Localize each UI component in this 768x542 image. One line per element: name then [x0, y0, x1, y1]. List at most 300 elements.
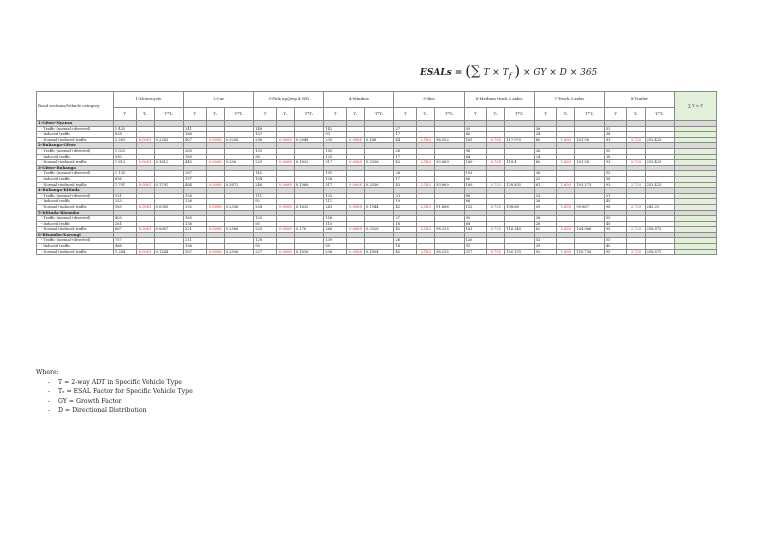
- count-cell: 45: [604, 199, 627, 205]
- esal-factor-cell: 1.693: [557, 137, 575, 143]
- count-cell: 26: [394, 148, 417, 154]
- row-label: - Induced traffic: [37, 221, 114, 227]
- where-item: - D = Directional Distribution: [48, 407, 147, 415]
- count-cell: 1 244: [113, 249, 136, 255]
- count-cell: 99: [254, 244, 277, 250]
- count-cell: 23: [394, 193, 417, 199]
- product-cell: 104.966: [575, 227, 604, 233]
- count-cell: 55: [604, 216, 627, 222]
- count-cell: 265: [184, 148, 207, 154]
- count-cell: 192: [324, 148, 347, 154]
- esal-factor-cell: 1.693: [557, 227, 575, 233]
- count-cell: 40: [604, 221, 627, 227]
- product-cell: 0.1612: [154, 160, 183, 166]
- product-cell: 0.2336: [224, 204, 253, 210]
- count-cell: 211: [184, 238, 207, 244]
- product-cell: 0.0585: [154, 204, 183, 210]
- esal-factor-cell: 0.0008: [206, 182, 224, 188]
- esal-factor-cell: 2.183: [417, 160, 435, 166]
- subheader-t-times-tf: T*Tₑ: [575, 108, 604, 121]
- esal-factor-cell: 0.0008: [346, 160, 364, 166]
- esal-factor-cell: 2.725: [627, 137, 645, 143]
- group-header-trailer: 8-Trailer: [604, 92, 674, 108]
- count-cell: 27: [394, 216, 417, 222]
- row-label: - Normal+induced traffic: [37, 249, 114, 255]
- subheader-tf: Tₑ: [136, 108, 154, 121]
- subheader-t-times-tf: T*Tₑ: [645, 108, 674, 121]
- count-cell: 68: [464, 221, 487, 227]
- count-cell: 66: [464, 199, 487, 205]
- count-cell: 25: [534, 176, 557, 182]
- product-cell: 0.3256: [224, 137, 253, 143]
- count-cell: 405: [113, 216, 136, 222]
- esal-table: [36, 91, 717, 255]
- where-item: - Tₑ = ESAL Factor for Specific Vehicle Type: [48, 388, 193, 396]
- count-cell: 656: [113, 176, 136, 182]
- count-cell: 185: [184, 216, 207, 222]
- product-cell: 0.1244: [154, 249, 183, 255]
- esal-factor-cell: 0.735: [487, 204, 505, 210]
- count-cell: 486: [113, 244, 136, 250]
- count-cell: 17: [394, 154, 417, 160]
- count-cell: 1 612: [113, 160, 136, 166]
- subheader-t: T: [184, 108, 207, 121]
- section-name: 1-Gitwe-Nyanza: [37, 121, 114, 127]
- product-cell: 91.686: [435, 204, 464, 210]
- esal-factor-cell: 0.0001: [136, 182, 154, 188]
- product-cell: 253.425: [645, 160, 674, 166]
- row-label: - Induced traffic: [37, 244, 114, 250]
- count-cell: 60: [534, 137, 557, 143]
- row-label: - Traffic (normal+diverted): [37, 238, 114, 244]
- count-cell: 238: [324, 249, 347, 255]
- product-cell: 0.0667: [154, 227, 183, 233]
- count-cell: 99: [324, 244, 347, 250]
- product-cell: 258.875: [645, 227, 674, 233]
- esal-factor-cell: 0.0001: [136, 137, 154, 143]
- count-cell: 243: [324, 204, 347, 210]
- count-cell: 93: [464, 126, 487, 132]
- subheader-t-times-tf: T*Tₑ: [294, 108, 323, 121]
- subheader-t: T: [604, 108, 627, 121]
- subheader-t: T: [394, 108, 417, 121]
- group-header-minibus: 4-Minibus: [324, 92, 394, 108]
- count-cell: 1 791: [113, 182, 136, 188]
- subheader-t: T: [254, 108, 277, 121]
- count-cell: 484: [184, 182, 207, 188]
- product-cell: 0.176: [294, 227, 323, 233]
- product-cell: 116.345: [505, 227, 534, 233]
- count-cell: 1 135: [113, 171, 136, 177]
- count-cell: 126: [324, 176, 347, 182]
- count-cell: 169: [464, 182, 487, 188]
- row-label: - Induced traffic: [37, 132, 114, 138]
- row-label: - Traffic (normal+diverted): [37, 216, 114, 222]
- count-cell: 68: [464, 176, 487, 182]
- legend-where: [36, 368, 193, 416]
- count-cell: 39: [534, 244, 557, 250]
- esal-factor-cell: 0.0008: [206, 160, 224, 166]
- where-title: Where:: [36, 369, 59, 376]
- count-cell: 128: [254, 238, 277, 244]
- count-cell: 107: [254, 132, 277, 138]
- product-cell: 117.975: [505, 137, 534, 143]
- subheader-tf: Tₑ: [417, 108, 435, 121]
- count-cell: 45: [394, 227, 417, 233]
- section-name: 4-Buhanga-Kitinda: [37, 188, 114, 194]
- count-cell: 53: [604, 126, 627, 132]
- row-label: - Induced traffic: [37, 176, 114, 182]
- count-cell: 24: [534, 132, 557, 138]
- count-cell: 64: [464, 154, 487, 160]
- esal-formula: ESALs = (∑ $T \times T_f$ ) × GY × D × 365: [420, 62, 598, 80]
- count-cell: 317: [324, 182, 347, 188]
- product-cell: 98.235: [435, 249, 464, 255]
- count-cell: 60: [534, 160, 557, 166]
- esal-factor-cell: 2.725: [627, 204, 645, 210]
- esal-factor-cell: 2.725: [627, 227, 645, 233]
- where-item: - GY = Growth Factor: [48, 397, 122, 405]
- count-cell: 152: [464, 204, 487, 210]
- count-cell: 19: [394, 199, 417, 205]
- count-cell: 191: [324, 171, 347, 177]
- count-cell: 55: [604, 238, 627, 244]
- product-cell: 0.1968: [294, 182, 323, 188]
- count-cell: 62: [534, 227, 557, 233]
- group-header-medium-truck: 6-Medium truck 2 axles: [464, 92, 534, 108]
- count-cell: 110: [324, 221, 347, 227]
- count-cell: 321: [184, 227, 207, 233]
- esal-factor-cell: 0.0001: [136, 249, 154, 255]
- esal-factor-cell: 1.693: [557, 204, 575, 210]
- subheader-t-times-tf: T*Tₑ: [505, 108, 534, 121]
- count-cell: 133: [254, 148, 277, 154]
- esal-factor-cell: 0.0008: [346, 227, 364, 233]
- row-label: - Normal+induced traffic: [37, 160, 114, 166]
- product-cell: 98.235: [435, 227, 464, 233]
- subheader-t-times-tf: T*Tₑ: [154, 108, 183, 121]
- group-header-bus: 5-Bus: [394, 92, 464, 108]
- product-cell: 101.58: [575, 137, 604, 143]
- product-cell: 258.875: [645, 249, 674, 255]
- product-cell: 93.869: [435, 160, 464, 166]
- count-cell: 367: [184, 249, 207, 255]
- row-label: - Traffic (normal+diverted): [37, 148, 114, 154]
- count-cell: 261: [113, 221, 136, 227]
- product-cell: 0.2568: [224, 227, 253, 233]
- esal-factor-cell: 1.693: [557, 182, 575, 188]
- product-cell: 0.2936: [224, 249, 253, 255]
- product-cell: 96.052: [435, 137, 464, 143]
- count-cell: 235: [324, 137, 347, 143]
- count-cell: 92: [254, 199, 277, 205]
- subheader-t: T: [324, 108, 347, 121]
- product-cell: 93.869: [435, 182, 464, 188]
- section-name: 5-Kitinda-Bisumbo: [37, 210, 114, 216]
- count-cell: 204: [254, 204, 277, 210]
- table-row: [37, 249, 717, 255]
- count-cell: 27: [394, 126, 417, 132]
- esal-factor-cell: 0.0008: [206, 137, 224, 143]
- count-cell: 227: [254, 249, 277, 255]
- count-cell: 36: [534, 126, 557, 132]
- count-cell: 93: [604, 160, 627, 166]
- esal-factor-cell: 2.725: [627, 249, 645, 255]
- count-cell: 229: [254, 160, 277, 166]
- count-cell: 160: [464, 160, 487, 166]
- row-label: - Induced traffic: [37, 154, 114, 160]
- count-cell: 93: [604, 137, 627, 143]
- count-cell: 45: [394, 249, 417, 255]
- count-cell: 93: [324, 132, 347, 138]
- count-cell: 139: [324, 238, 347, 244]
- esal-factor-cell: 0.735: [487, 137, 505, 143]
- esal-factor-cell: 2.725: [627, 182, 645, 188]
- esal-factor-cell: 0.0008: [346, 204, 364, 210]
- esal-factor-cell: 2.183: [417, 227, 435, 233]
- esal-factor-cell: 2.183: [417, 249, 435, 255]
- count-cell: 43: [394, 182, 417, 188]
- count-cell: 95: [464, 216, 487, 222]
- where-item: - T = 2-way ADT in Specific Vehicle Type: [48, 378, 182, 386]
- esal-factor-cell: 0.0008: [346, 249, 364, 255]
- esal-factor-cell: 0.0008: [276, 249, 294, 255]
- count-cell: 180: [184, 154, 207, 160]
- count-cell: 61: [534, 182, 557, 188]
- count-cell: 165: [464, 137, 487, 143]
- product-cell: 0.1832: [294, 160, 323, 166]
- product-cell: 0.3872: [224, 182, 253, 188]
- subheader-tf: Tₑ: [487, 108, 505, 121]
- count-cell: 1 022: [113, 148, 136, 154]
- count-cell: 1 435: [113, 126, 136, 132]
- count-cell: 125: [254, 216, 277, 222]
- count-cell: 36: [534, 148, 557, 154]
- esal-factor-cell: 0.0001: [136, 227, 154, 233]
- count-cell: 445: [184, 160, 207, 166]
- count-cell: 96: [254, 154, 277, 160]
- subheader-t: T: [534, 108, 557, 121]
- product-cell: 0.188: [365, 137, 394, 143]
- count-cell: 42: [394, 204, 417, 210]
- count-cell: 253: [113, 199, 136, 205]
- product-cell: 0.1791: [154, 182, 183, 188]
- row-label: - Traffic (normal+diverted): [37, 193, 114, 199]
- count-cell: 136: [184, 199, 207, 205]
- product-cell: 245.25: [645, 204, 674, 210]
- count-cell: 217: [464, 249, 487, 255]
- product-cell: 0.1816: [294, 249, 323, 255]
- product-cell: 0.2048: [294, 137, 323, 143]
- esal-factor-cell: 0.0008: [346, 182, 364, 188]
- count-cell: 287: [184, 171, 207, 177]
- subheader-tf: Tₑ: [276, 108, 294, 121]
- count-cell: 86: [464, 193, 487, 199]
- count-cell: 156: [324, 216, 347, 222]
- count-cell: 38: [604, 132, 627, 138]
- count-cell: 292: [184, 204, 207, 210]
- count-cell: 163: [464, 227, 487, 233]
- count-cell: 246: [254, 182, 277, 188]
- count-cell: 757: [113, 238, 136, 244]
- count-cell: 17: [394, 176, 417, 182]
- count-cell: 92: [534, 249, 557, 255]
- esal-factor-cell: 0.0001: [136, 204, 154, 210]
- road-section-header: Road sections/Vehicle category: [37, 92, 114, 121]
- section-name: 6-Bisumbo-Karongi: [37, 232, 114, 238]
- count-cell: 317: [324, 160, 347, 166]
- esal-factor-cell: 2.183: [417, 137, 435, 143]
- row-label: - Normal+induced traffic: [37, 227, 114, 233]
- count-cell: 197: [184, 176, 207, 182]
- sum-header: ∑ T × T: [674, 92, 716, 121]
- product-cell: 0.1944: [365, 204, 394, 210]
- count-cell: 18: [394, 221, 417, 227]
- count-cell: 156: [184, 244, 207, 250]
- subheader-tf: Tₑ: [206, 108, 224, 121]
- count-cell: 256: [254, 137, 277, 143]
- product-cell: 253.425: [645, 182, 674, 188]
- count-cell: 136: [184, 221, 207, 227]
- count-cell: 33: [534, 193, 557, 199]
- product-cell: 253.425: [645, 137, 674, 143]
- count-cell: 104: [254, 176, 277, 182]
- product-cell: 0.2528: [365, 227, 394, 233]
- product-cell: 0.2263: [154, 137, 183, 143]
- product-cell: 150.155: [505, 249, 534, 255]
- esal-factor-cell: 0.735: [487, 227, 505, 233]
- esal-factor-cell: 0.0008: [346, 137, 364, 143]
- esal-factor-cell: 0.735: [487, 249, 505, 255]
- row-label: - Normal+induced traffic: [37, 182, 114, 188]
- count-cell: 148: [254, 126, 277, 132]
- group-header-truck-3-axles: 7-Truck 3 axles: [534, 92, 604, 108]
- count-cell: 585: [113, 204, 136, 210]
- esal-factor-cell: 0.735: [487, 160, 505, 166]
- count-cell: 40: [604, 244, 627, 250]
- count-cell: 667: [113, 227, 136, 233]
- count-cell: 44: [394, 137, 417, 143]
- esal-factor-cell: 0.0008: [276, 160, 294, 166]
- count-cell: 24: [534, 154, 557, 160]
- count-cell: 26: [394, 238, 417, 244]
- subheader-t-times-tf: T*Tₑ: [435, 108, 464, 121]
- product-cell: 99.887: [575, 204, 604, 210]
- count-cell: 18: [394, 244, 417, 250]
- count-cell: 407: [184, 137, 207, 143]
- subheader-t: T: [113, 108, 136, 121]
- subheader-t: T: [464, 108, 487, 121]
- count-cell: 590: [113, 154, 136, 160]
- section-name: 3-Gitwe-Buhanga: [37, 165, 114, 171]
- subheader-tf: Tₑ: [346, 108, 364, 121]
- esal-factor-cell: 0.735: [487, 182, 505, 188]
- count-cell: 93: [604, 182, 627, 188]
- esal-factor-cell: 1.693: [557, 249, 575, 255]
- product-cell: 118.4: [505, 160, 534, 166]
- count-cell: 95: [254, 221, 277, 227]
- count-cell: 66: [464, 132, 487, 138]
- count-cell: 98: [604, 204, 627, 210]
- count-cell: 26: [534, 221, 557, 227]
- count-cell: 132: [324, 193, 347, 199]
- count-cell: 26: [534, 199, 557, 205]
- row-label: - Traffic (normal+diverted): [37, 126, 114, 132]
- product-cell: 101.58: [575, 160, 604, 166]
- group-header-pickup: 3-Pick up/Jeep 4 WD: [254, 92, 324, 108]
- esal-factor-cell: 2.725: [627, 160, 645, 166]
- row-label: - Normal+induced traffic: [37, 137, 114, 143]
- count-cell: 55: [604, 148, 627, 154]
- count-cell: 51: [604, 193, 627, 199]
- count-cell: 36: [534, 171, 557, 177]
- section-name: 2-Buhanga-Gitwe: [37, 143, 114, 149]
- count-cell: 26: [394, 171, 417, 177]
- product-cell: 108.68: [505, 204, 534, 210]
- count-cell: 266: [324, 227, 347, 233]
- count-cell: 43: [394, 160, 417, 166]
- count-cell: 156: [184, 193, 207, 199]
- subheader-tf: Tₑ: [627, 108, 645, 121]
- esal-factor-cell: 0.0008: [206, 249, 224, 255]
- esal-factor-cell: 2.183: [417, 204, 435, 210]
- count-cell: 95: [604, 249, 627, 255]
- count-cell: 142: [324, 126, 347, 132]
- subheader-t-times-tf: T*Tₑ: [365, 108, 394, 121]
- count-cell: 111: [254, 193, 277, 199]
- product-cell: 155.756: [575, 249, 604, 255]
- esal-factor-cell: 0.0008: [276, 227, 294, 233]
- count-cell: 103: [464, 171, 487, 177]
- esal-factor-cell: 0.0008: [206, 204, 224, 210]
- esal-factor-cell: 0.0001: [136, 160, 154, 166]
- subheader-tf: Tₑ: [557, 108, 575, 121]
- count-cell: 17: [394, 132, 417, 138]
- count-cell: 111: [324, 199, 347, 205]
- subheader-t-times-tf: T*Tₑ: [224, 108, 253, 121]
- count-cell: 59: [534, 204, 557, 210]
- group-header-motorcycle: 1-Motorcycle: [113, 92, 183, 108]
- product-cell: 0.1632: [294, 204, 323, 210]
- group-header-car: 2-Car: [184, 92, 254, 108]
- count-cell: 91: [464, 244, 487, 250]
- esal-factor-cell: 0.0008: [206, 227, 224, 233]
- count-cell: 142: [254, 171, 277, 177]
- esal-factor-cell: 0.0008: [276, 137, 294, 143]
- count-cell: 220: [254, 227, 277, 233]
- count-cell: 36: [534, 216, 557, 222]
- esal-factor-cell: 0.0008: [276, 182, 294, 188]
- count-cell: 828: [113, 132, 136, 138]
- row-label: - Traffic (normal+diverted): [37, 171, 114, 177]
- row-label: - Normal+induced traffic: [37, 204, 114, 210]
- esal-factor-cell: 2.183: [417, 182, 435, 188]
- row-label: - Induced traffic: [37, 199, 114, 205]
- product-cell: 128.835: [505, 182, 534, 188]
- count-cell: 126: [464, 238, 487, 244]
- count-cell: 38: [604, 176, 627, 182]
- count-cell: 38: [604, 154, 627, 160]
- product-cell: 0.1904: [365, 249, 394, 255]
- count-cell: 125: [324, 154, 347, 160]
- count-cell: 96: [464, 148, 487, 154]
- esal-factor-cell: 0.0008: [276, 204, 294, 210]
- product-cell: 103.273: [575, 182, 604, 188]
- product-cell: 0.356: [224, 160, 253, 166]
- count-cell: 331: [113, 193, 136, 199]
- count-cell: 2 263: [113, 137, 136, 143]
- sum-cell: [674, 249, 716, 255]
